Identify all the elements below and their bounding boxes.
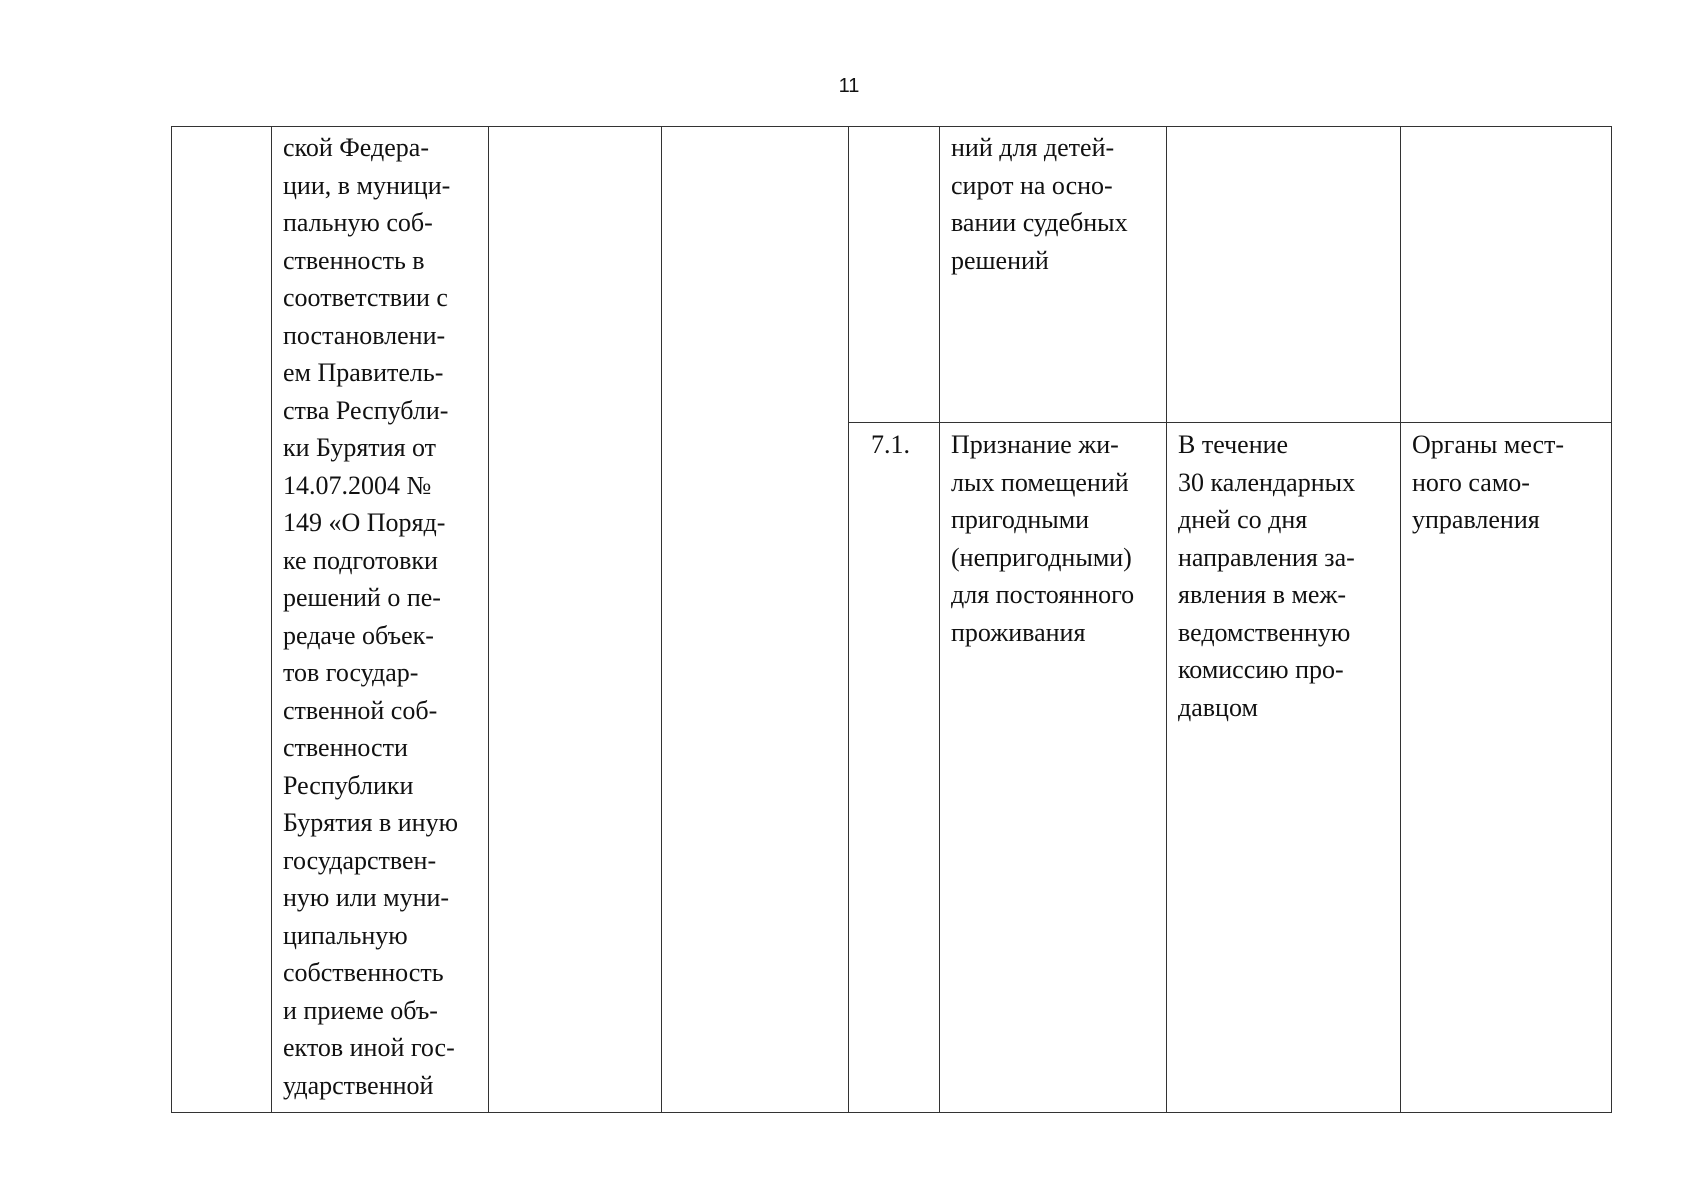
cell-term: В течение 30 календарных дней со дня направления за- явления в меж- ведомственную комиссию про- давцом [1167, 423, 1401, 1113]
continuation-table [171, 126, 1612, 1113]
cell-col4 [662, 127, 849, 1113]
cell-term-empty [1167, 127, 1401, 423]
table-row-continuation [172, 127, 1612, 423]
cell-number-empty [849, 127, 940, 423]
cell-legal-basis: ской Федера- ции, в муници- пальную соб- ственность в соответствии с постановлени- ем Правитель- ства Республи- ки Бурятия от 14.07.2004 № 149 «О Поряд- ке подготовки решений о пе- редаче объек- тов государ- ственной соб- ственности Республики Бурятия в иную государствен- ную или муни- ципальную собственность и приеме объ- ектов иной гос- ударственной [272, 127, 489, 1113]
cell-col1 [172, 127, 272, 1113]
cell-service: Признание жи- лых помещений пригодными (непригодными) для постоянного проживания [940, 423, 1167, 1113]
cell-service-continued: ний для детей- сирот на осно- вании судебных решений [940, 127, 1167, 423]
cell-authority: Органы мест- ного само- управления [1401, 423, 1612, 1113]
cell-col3 [489, 127, 662, 1113]
page-number: 11 [838, 75, 860, 97]
cell-authority-empty [1401, 127, 1612, 423]
cell-number: 7.1. [849, 423, 940, 1113]
